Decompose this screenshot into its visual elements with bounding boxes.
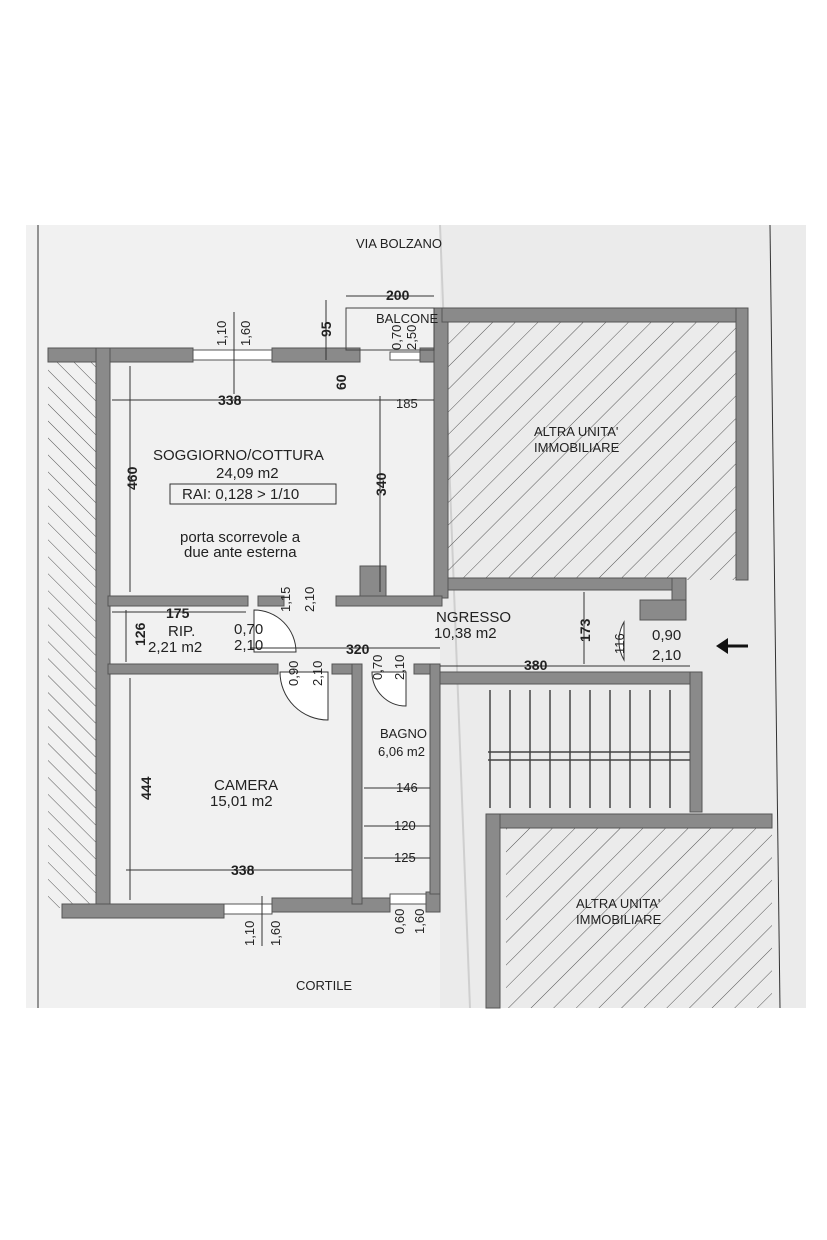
bath-door-h-dim: 2,10 [392, 654, 407, 680]
storage-name: RIP. [168, 623, 196, 640]
entrance-depth-dim: 173 [577, 618, 593, 642]
entrance-name: NGRESSO [436, 609, 512, 626]
window-top-w-dim: 1,10 [214, 320, 229, 346]
bath-125-dim: 125 [394, 850, 416, 865]
bathroom-name: BAGNO [380, 726, 427, 741]
balcony-label: BALCONE [376, 311, 439, 326]
other-unit-bottom-line2: IMMOBILIARE [576, 912, 662, 927]
other-unit-bottom-line1: ALTRA UNITA' [576, 896, 661, 911]
living-height-dim: 460 [124, 466, 140, 490]
balcony-depth-dim: 95 [318, 321, 334, 337]
balcony-width-dim: 200 [386, 287, 410, 303]
bedroom-area: 15,01 m2 [210, 793, 273, 810]
sliding-w-dim: 1,15 [278, 586, 293, 612]
storage-door-h-dim: 2,10 [234, 637, 264, 654]
entry-door-h-dim: 2,10 [652, 647, 682, 664]
bathroom-area: 6,06 m2 [378, 744, 425, 759]
living-width-dim: 338 [218, 392, 242, 408]
entrance-area: 10,38 m2 [434, 625, 497, 642]
living-room-name: SOGGIORNO/COTTURA [153, 447, 324, 464]
window-bot-w-dim: 1,10 [242, 920, 257, 946]
bath-146-dim: 146 [396, 780, 418, 795]
bedroom-width-dim: 338 [231, 862, 255, 878]
sliding-h-dim: 2,10 [302, 586, 317, 612]
street-bottom-label: CORTILE [296, 978, 353, 993]
balcony-door-h-dim: 2,50 [404, 324, 419, 350]
street-top-label: VIA BOLZANO [356, 236, 442, 251]
storage-width-dim: 175 [166, 605, 190, 621]
bedroom-height-dim: 444 [138, 776, 154, 800]
note-line-1: porta scorrevole a [180, 529, 301, 546]
living-right-dim: 185 [396, 396, 418, 411]
bath-window-h-dim: 1,60 [412, 908, 427, 934]
window-balcony [390, 352, 420, 360]
rai-value: RAI: 0,128 > 1/10 [182, 486, 300, 503]
bath-window-w-dim: 0,60 [392, 908, 407, 934]
other-unit-top-line2: IMMOBILIARE [534, 440, 620, 455]
window-top-h-dim: 1,60 [238, 320, 253, 346]
window-bath [390, 894, 426, 904]
bath-120-dim: 120 [394, 818, 416, 833]
entry-door-w-dim: 0,90 [652, 627, 682, 644]
entrance-width-dim: 380 [524, 657, 548, 673]
bed-door-w-dim: 0,90 [286, 660, 301, 686]
bed-door-h-dim: 2,10 [310, 660, 325, 686]
window-top-left [193, 350, 272, 360]
kitchen-nook-dim: 60 [333, 374, 349, 390]
other-unit-top-line1: ALTRA UNITA' [534, 424, 619, 439]
corridor-dim: 320 [346, 641, 370, 657]
note-line-2: due ante esterna [184, 544, 297, 561]
storage-height-dim: 126 [132, 622, 148, 646]
window-bottom-left [224, 904, 272, 914]
bedroom-name: CAMERA [214, 777, 279, 794]
storage-door-w-dim: 0,70 [234, 621, 264, 638]
window-bot-h-dim: 1,60 [268, 920, 283, 946]
living-inner-dim: 340 [373, 472, 389, 496]
storage-area: 2,21 m2 [148, 639, 203, 656]
balcony-door-w-dim: 0,70 [389, 324, 404, 350]
entrance-116-dim: 116 [612, 633, 627, 654]
left-hatch-band [48, 360, 100, 908]
bath-door-w-dim: 0,70 [370, 654, 385, 680]
living-room-area: 24,09 m2 [216, 465, 279, 482]
